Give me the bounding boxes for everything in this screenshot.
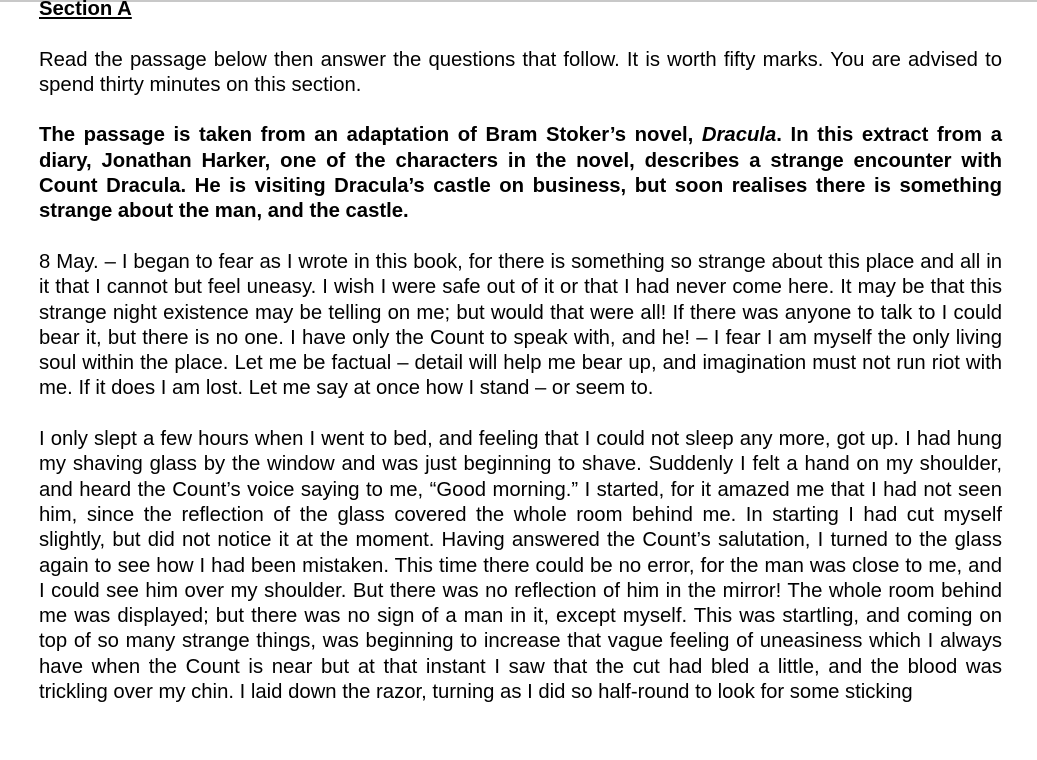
section-heading: Section A [39, 0, 132, 20]
passage-paragraph-2: I only slept a few hours when I went to bed, and feeling that I could not sleep any more, got up. I had hung my shaving glass by the window and was just beginning to shave. Suddenly I felt a hand on my shoulder, and heard the Count’s voice saying to me, “Good morning.” I started, for it amazed me that I had not seen him, since the reflection of the glass covered the whole room behind me. In starting I had cut myself slightly, but did not notice it at the moment. Having answered the Count’s salutation, I turned to the glass again to see how I had been mistaken. This time there could be no error, for the man was close to me, and I could see him over my shoulder. But there was no reflection of him in the mirror! The whole room behind me was displayed; but there was no sign of a man in it, except myself. This was startling, and coming on top of so many strange things, was beginning to increase that vague feeling of uneasiness which I always have when the Count is near but at that instant I saw that the cut had bled a little, and the blood was trickling over my chin. I laid down the razor, turning as I did so half-round to look for some sticking [39, 428, 1002, 704]
intro-text-part2: . In this extract from a diary, Jonathan Harker, one of the characters in the novel, describes a strange encounter with Count Dracula. He is visiting Dracula’s castle on business, but soon realises there is something strange about the man, and the castle. [39, 124, 1002, 223]
instructions-paragraph: Read the passage below then answer the questions that follow. It is worth fifty marks. You are advised to spend thirty minutes on this section. [39, 48, 1002, 96]
intro-paragraph [39, 123, 1002, 224]
passage-paragraph-1: 8 May. – I began to fear as I wrote in this book, for there is something so strange about this place and all in it that I cannot but feel uneasy. I wish I were safe out of it or that I had never come here. It may be that this strange night existence may be telling on me; but would that were all! If there was anyone to talk to I could bear it, but there is no one. I have only the Count to speak with, and he! – I fear I am myself the only living soul within the place. Let me be factual – detail will help me bear up, and imagination must not run riot with me. If it does I am lost. Let me say at once how I stand – or seem to. [39, 250, 1002, 400]
novel-title: Dracula [701, 124, 777, 147]
document-page [39, 0, 1002, 731]
intro-text-part1: The passage is taken from an adaptation of Bram Stoker’s novel, [39, 124, 702, 147]
